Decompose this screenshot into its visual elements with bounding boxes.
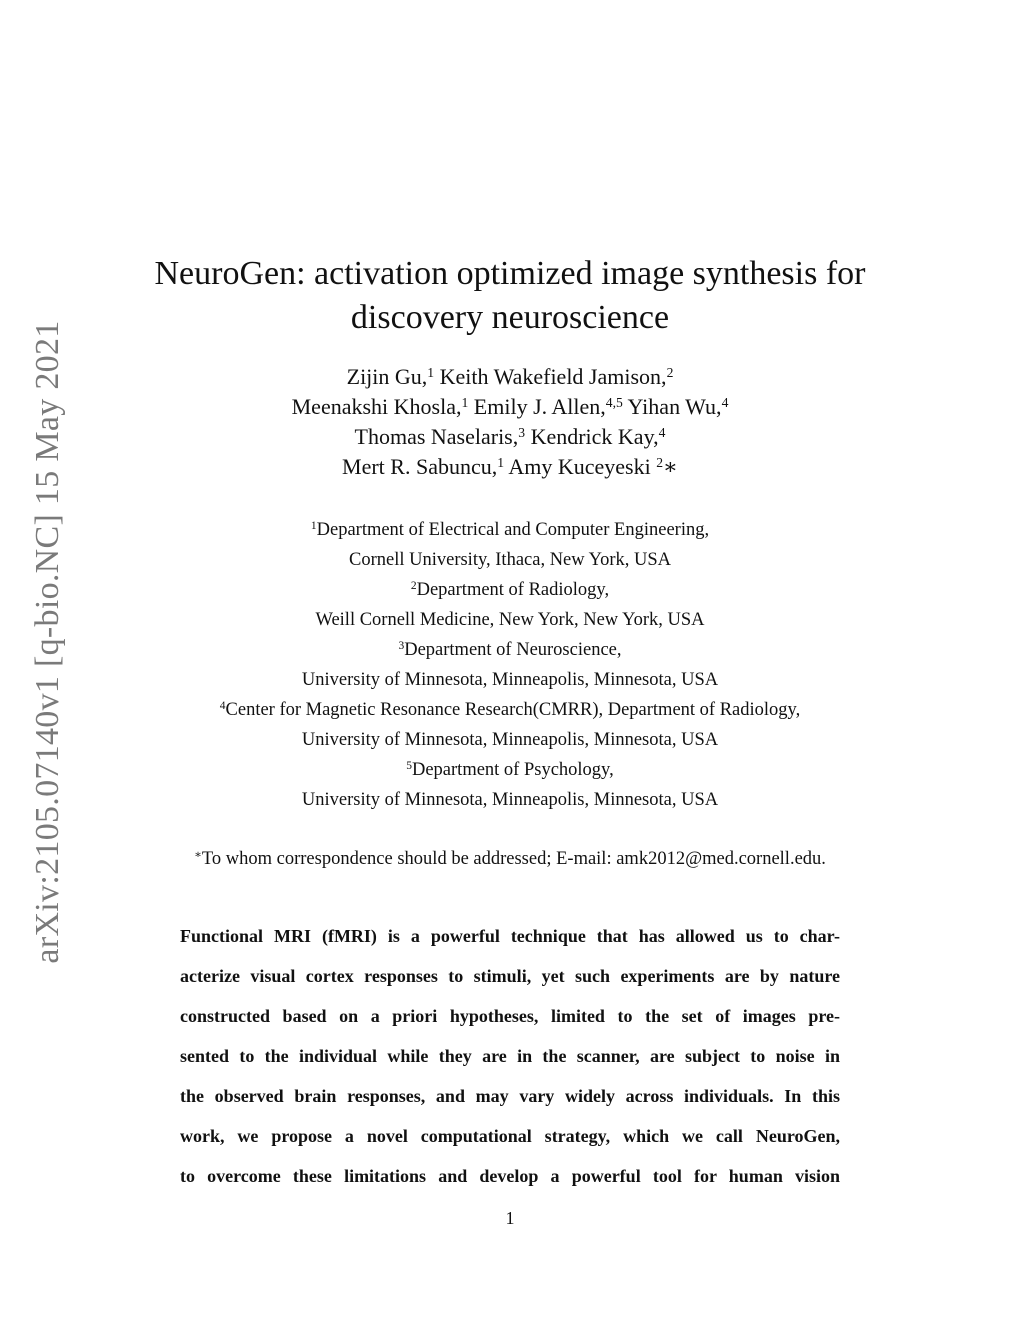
- affiliation-text: Center for Magnetic Resonance Research(CMRR), Department of Radiology,: [225, 700, 801, 720]
- affiliation-number: 1: [310, 520, 317, 533]
- affiliation-mark: 2: [656, 455, 664, 471]
- affiliation-line: [150, 635, 870, 665]
- affiliation-text: Department of Psychology,: [411, 760, 614, 780]
- affiliation-mark: 4: [721, 395, 729, 411]
- abstract-line: to overcome these limitations and develop a powerful tool for human vision: [180, 1166, 840, 1186]
- affiliation-mark: 1: [497, 455, 505, 471]
- affiliation-mark: 1: [461, 395, 469, 411]
- affiliation-number: 5: [406, 760, 412, 773]
- affiliation-mark: 4: [658, 425, 666, 441]
- affiliation-text: Department of Neuroscience,: [404, 640, 622, 660]
- affiliation-line: [150, 605, 870, 635]
- abstract-line: acterize visual cortex responses to stimuli, yet such experiments are by nature: [180, 966, 840, 986]
- affiliation-line: [150, 665, 870, 695]
- author-name: Amy Kuceyeski: [504, 454, 657, 479]
- abstract: [180, 916, 840, 1196]
- affiliation-text: Department of Electrical and Computer Engineering,: [316, 520, 710, 540]
- affiliation-line: [150, 725, 870, 755]
- affiliation-line: [150, 755, 870, 785]
- author-line-2: [200, 392, 820, 422]
- affiliation-number: 2: [410, 580, 417, 593]
- correspondence-note: [150, 846, 870, 872]
- abstract-line: sented to the individual while they are in the scanner, are subject to noise in: [180, 1046, 840, 1066]
- page-number: 1: [505, 1208, 515, 1228]
- affiliation-line: [150, 695, 870, 725]
- author-line-3: [200, 422, 820, 452]
- affiliation-list: [150, 515, 870, 815]
- author-name: Keith Wakefield Jamison,: [434, 364, 667, 389]
- abstract-line: Functional MRI (fMRI) is a powerful technique that has allowed us to char-: [180, 926, 840, 946]
- affiliation-mark: 2: [666, 365, 674, 381]
- affiliation-mark: 1: [427, 365, 435, 381]
- author-name: Mert R. Sabuncu,: [342, 454, 498, 479]
- affiliation-mark: 4,5: [605, 395, 623, 411]
- title-line-1: NeuroGen: activation optimized image synthesis for: [154, 255, 866, 292]
- abstract-line: the observed brain responses, and may vary widely across individuals. In this: [180, 1086, 840, 1106]
- correspondence-mark: ∗: [194, 849, 202, 862]
- author-name: Zijin Gu,: [346, 364, 428, 389]
- affiliation-number: 3: [398, 640, 405, 653]
- author-name: Kendrick Kay,: [525, 424, 659, 449]
- affiliation-line: [150, 785, 870, 815]
- affiliation-line: [150, 545, 870, 575]
- abstract-line: constructed based on a priori hypotheses, limited to the set of images pre-: [180, 1006, 840, 1026]
- author-name: Meenakshi Khosla,: [291, 394, 462, 419]
- author-list: [200, 362, 820, 482]
- affiliation-text: Cornell University, Ithaca, New York, USA: [349, 550, 671, 570]
- affiliation-mark: 3: [518, 425, 526, 441]
- affiliation-line: [150, 515, 870, 545]
- affiliation-text: University of Minnesota, Minneapolis, Minnesota, USA: [301, 790, 719, 810]
- author-line-4: [200, 452, 820, 482]
- corresponding-author-mark: ∗: [663, 454, 678, 479]
- author-name: Yihan Wu,: [622, 394, 722, 419]
- title-line-2: discovery neuroscience: [350, 299, 670, 336]
- affiliation-text: Weill Cornell Medicine, New York, New York, USA: [315, 610, 705, 630]
- abstract-line: work, we propose a novel computational strategy, which we call NeuroGen,: [180, 1126, 840, 1146]
- author-name: Thomas Naselaris,: [354, 424, 519, 449]
- affiliation-number: 4: [219, 700, 226, 713]
- affiliation-text: Department of Radiology,: [416, 580, 610, 600]
- correspondence-text: To whom correspondence should be addressed; E-mail: amk2012@med.cornell.edu.: [201, 849, 826, 869]
- arxiv-identifier-stamp: arXiv:2105.07140v1 [q-bio.NC] 15 May 2021: [29, 320, 66, 964]
- author-name: Emily J. Allen,: [468, 394, 606, 419]
- affiliation-text: University of Minnesota, Minneapolis, Minnesota, USA: [301, 730, 719, 750]
- author-line-1: [200, 362, 820, 392]
- affiliation-line: [150, 575, 870, 605]
- affiliation-text: University of Minnesota, Minneapolis, Minnesota, USA: [301, 670, 719, 690]
- paper-title: [150, 252, 870, 340]
